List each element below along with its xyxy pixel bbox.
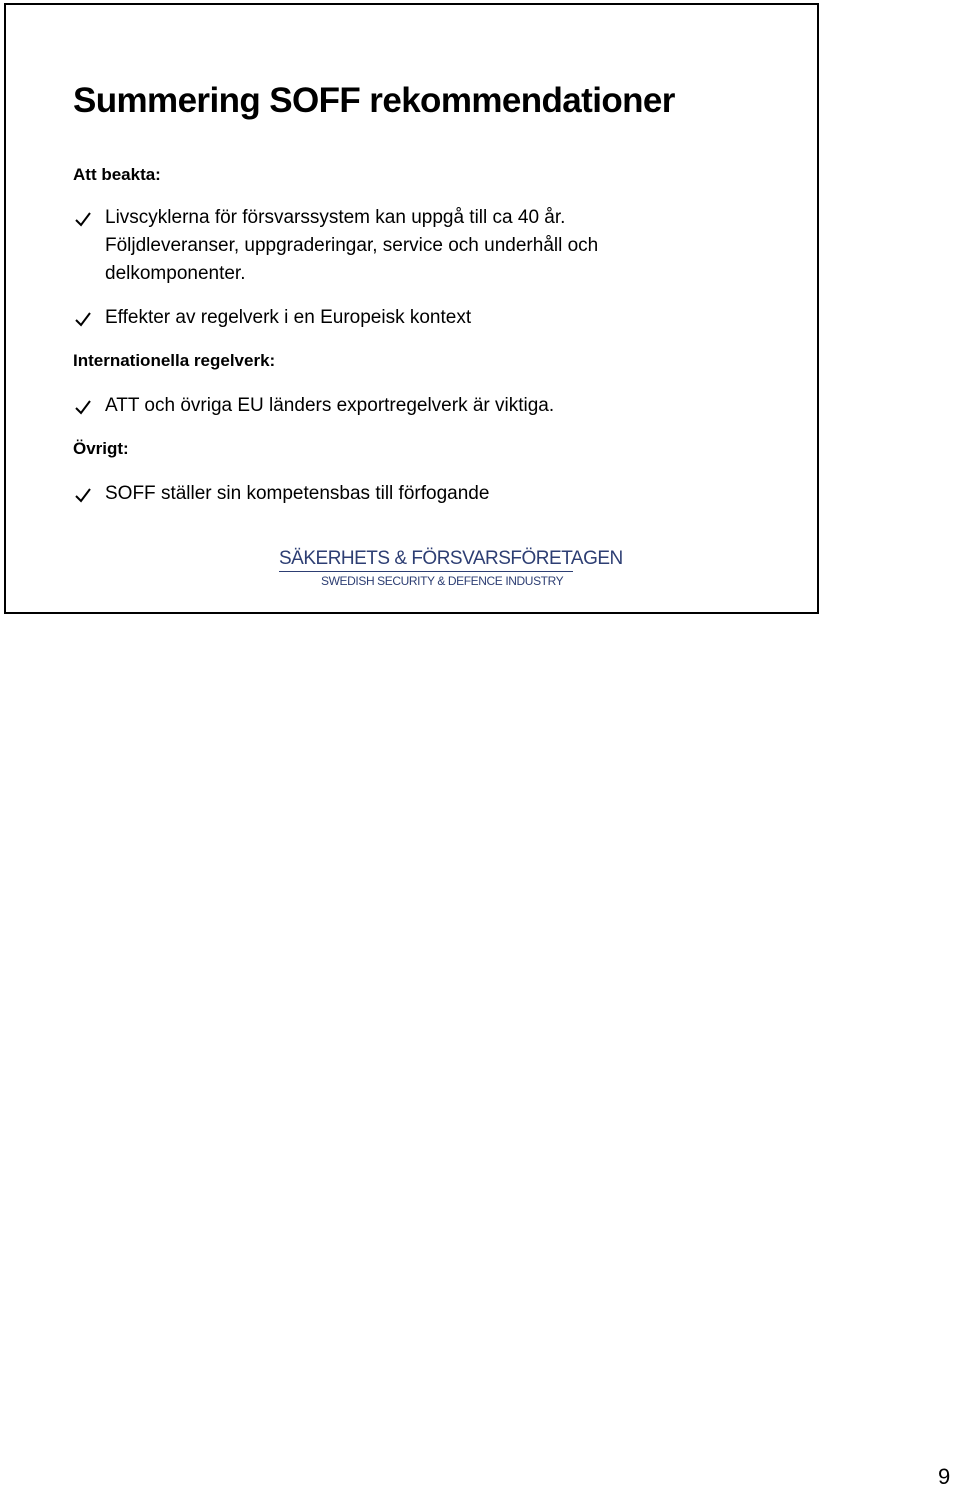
list-item-line: Effekter av regelverk i en Europeisk kontext — [105, 307, 472, 328]
list-item-line: Livscyklerna för försvarssystem kan uppgå till ca 40 år. — [105, 207, 566, 228]
list-item-text — [105, 304, 471, 332]
soff-logo — [279, 548, 623, 594]
section-heading-internationella-regelverk: Internationella regelverk: — [73, 351, 276, 370]
list-item-text — [105, 392, 554, 420]
list-item-line: ATT och övriga EU länders exportregelverk är viktiga. — [105, 395, 555, 416]
list-item-text — [105, 480, 489, 508]
list-item-text — [105, 204, 598, 288]
list-item-line: SOFF ställer sin kompetensbas till förfogande — [105, 483, 490, 504]
check-icon — [73, 304, 93, 332]
logo-main-text: SÄKERHETS & FÖRSVARSFÖRETAGEN — [279, 548, 623, 569]
list-item-line: delkomponenter. — [105, 263, 246, 284]
check-icon — [73, 392, 93, 420]
check-icon — [73, 480, 93, 508]
check-icon — [73, 204, 93, 232]
logo-sub-text: SWEDISH SECURITY & DEFENCE INDUSTRY — [321, 574, 564, 588]
section-heading-ovrigt: Övrigt: — [73, 439, 129, 458]
section-heading-att-beakta: Att beakta: — [73, 165, 161, 184]
slide — [4, 3, 819, 614]
logo-divider — [279, 571, 573, 572]
list-item-line: Följdleveranser, uppgraderingar, service och underhåll och — [105, 235, 599, 256]
page-number: 9 — [938, 1464, 951, 1489]
slide-title: Summering SOFF rekommendationer — [73, 81, 675, 120]
